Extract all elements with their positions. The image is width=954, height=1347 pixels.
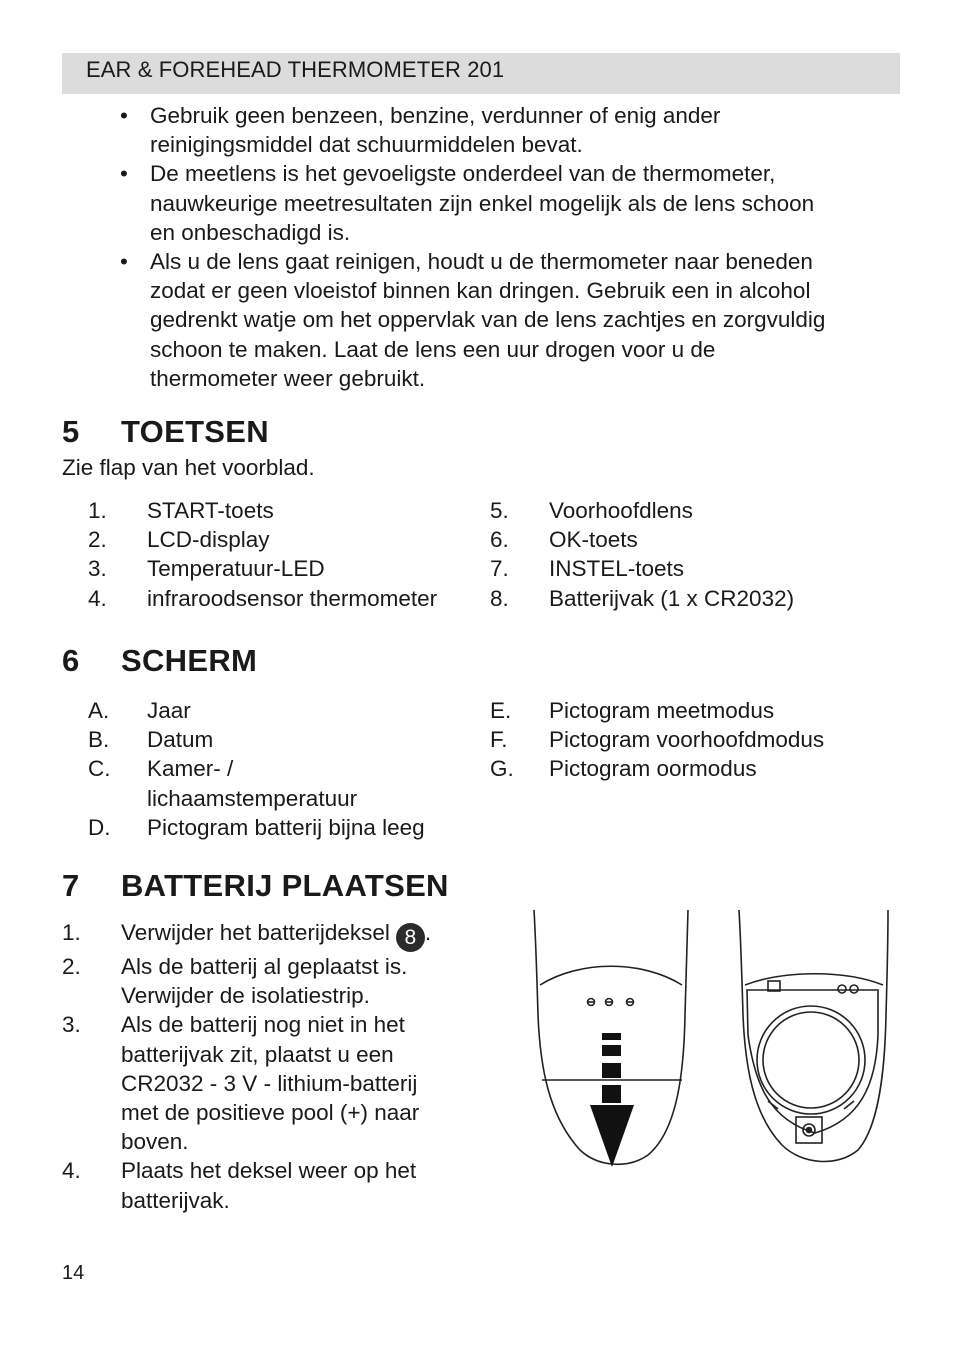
bullet-line: zodat er geen vloeistof binnen kan dringen. Gebruik een in alcohol (150, 278, 811, 304)
list-item: G. Pictogram oormodus (490, 756, 757, 782)
list-item: B. Datum (88, 727, 214, 753)
bullet-item: • Gebruik geen benzeen, benzine, verdunner of enig ander reinigingsmiddel dat schuurmiddelen bevat. (120, 101, 910, 159)
display-list-right (490, 696, 900, 784)
list-item: 2. Als de batterij al geplaatst is. Verwijder de isolatiestrip. (62, 954, 408, 1009)
bullet-line: schoon te maken. Laat de lens een uur drogen voor u de (150, 336, 716, 362)
list-item: 8. Batterijvak (1 x CR2032) (490, 585, 795, 611)
list-item: A. Jaar (88, 698, 191, 723)
bullet-line: Gebruik geen benzeen, benzine, verdunner of enig ander (150, 103, 721, 128)
section-7-heading: 7 BATTERIJ PLAATSEN (62, 868, 449, 903)
bullet-line: De meetlens is het gevoeligste onderdeel van de thermometer, (150, 161, 776, 187)
list-item: 3. Temperatuur-LED (88, 556, 325, 582)
list-item: 1. START-toets (88, 498, 274, 523)
section-6-heading: 6 SCHERM (62, 643, 258, 678)
bullet-line: en onbeschadigd is. (150, 219, 351, 245)
list-item: 2. LCD-display (88, 527, 270, 553)
list-item: 4. infraroodsensor thermometer (88, 585, 438, 611)
display-list-left (88, 696, 488, 842)
battery-compartment-number-badge: 8 (396, 923, 425, 952)
bullet-item: • Als u de lens gaat reinigen, houdt u de thermometer naar beneden zodat er geen vloeistof binnen kan dringen. Gebruik een in alcohol gedrenkt watje om het oppervlak van de lens zachtjes en zorgvuldig schoon te maken. Laat de lens een uur drogen voor u de thermometer weer gebruikt. (120, 247, 910, 393)
thermometer-back-open-compartment (739, 910, 888, 1161)
header-title: EAR & FOREHEAD THERMOMETER 201 (86, 57, 505, 82)
list-item: 5. Voorhoofdlens (490, 498, 693, 523)
bullet-line: thermometer weer gebruikt. (150, 365, 426, 391)
bullet-line: Als u de lens gaat reinigen, houdt u de thermometer naar beneden (150, 249, 813, 275)
slide-down-arrow-icon (590, 1033, 634, 1167)
buttons-list-right (490, 496, 900, 613)
battery-steps-list (62, 918, 502, 1215)
bullet-line: nauwkeurige meetresultaten zijn enkel mogelijk als de lens schoon (150, 190, 815, 216)
section-5-heading: 5 TOETSEN (62, 414, 269, 449)
list-item: E. Pictogram meetmodus (490, 698, 775, 723)
cleaning-bullet-list (120, 101, 910, 393)
list-item: 1. Verwijder het batterijdeksel 8 . (62, 918, 502, 952)
bullet-line: gedrenkt watje om het oppervlak van de lens zachtjes en zorgvuldig (150, 307, 826, 333)
running-header (62, 53, 900, 94)
list-item: D. Pictogram batterij bijna leeg (88, 814, 425, 840)
bullet-line: reinigingsmiddel dat schuurmiddelen bevat. (150, 132, 583, 158)
list-item: C. Kamer- / lichaamstemperatuur (88, 756, 358, 811)
battery-cover-illustration (520, 905, 900, 1180)
section-5-intro: Zie flap van het voorblad. (62, 455, 315, 480)
list-item: 4. Plaats het deksel weer op het batterijvak. (62, 1158, 417, 1213)
page-number: 14 (62, 1262, 85, 1284)
bullet-item: • De meetlens is het gevoeligste onderdeel van de thermometer, nauwkeurige meetresultaten zijn enkel mogelijk als de lens schoon en onbeschadigd is. (120, 159, 910, 247)
list-item: F. Pictogram voorhoofdmodus (490, 727, 825, 753)
list-item: 7. INSTEL-toets (490, 556, 685, 582)
buttons-list-left (88, 496, 488, 613)
list-item: 6. OK-toets (490, 527, 638, 553)
list-item: 3. Als de batterij nog niet in het batterijvak zit, plaatst u een CR2032 - 3 V - lithium-batterij met de positieve pool (+) naar boven. (62, 1012, 420, 1155)
